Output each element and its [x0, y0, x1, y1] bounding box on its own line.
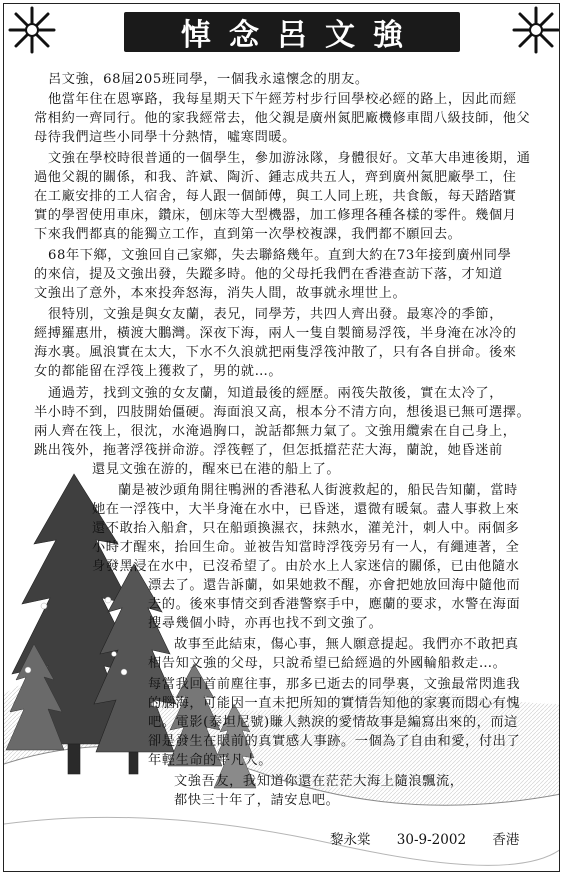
text-line: 文強吾友，我知道你還在茫茫大海上隨浪飄流，	[174, 774, 464, 789]
text-line: 母待我們這些小同學十分熱情，噓寒問暖。	[34, 130, 296, 145]
article-body	[4, 4, 560, 872]
signature-place: 香港	[492, 832, 520, 848]
text-line: 每當我回首前塵往事，那多已逝去的同學裏，文強最常閃進我	[148, 677, 521, 692]
text-line: 海水裏。風浪實在太大，下水不久浪就把兩隻浮筏沖散了，只有各自拼命。後來	[34, 345, 517, 360]
text-line: 文強出了意外，本來投奔怒海，消失人間，故事就永埋世上。	[34, 286, 407, 301]
text-line: 吧。電影(泰坦尼號)賺人熱淚的愛情故事是編寫出來的，而這	[148, 715, 518, 730]
text-line: 的腦海，可能因一直未把所知的實情告知他的家裏而悶心有愧	[148, 696, 521, 711]
text-line: 相告知文強的父母，只說希望已給經過的外國輪船救走…。	[148, 656, 507, 671]
text-line: 女的都能留在浮筏上獲救了，男的就…。	[34, 364, 283, 379]
text-line: 小時才醒來，抬回生命。並被告知當時浮筏旁另有一人，有繩連著，全	[92, 540, 520, 555]
text-line: 很特別，文強是與女友蘭，表兄，同學芳，共四人齊出發。最寒冷的季節，	[48, 307, 503, 322]
text-line: 她在一浮筏中，大半身淹在水中，已昏迷，還微有暖氣。盡人事救上來	[92, 502, 520, 517]
text-line: 文強在學校時很普通的一個學生，參加游泳隊，身體很好。文革大串連後期，通	[48, 151, 531, 166]
text-line: 經搏羅惠卅，橫渡大鵬灣。深夜下海，兩人一隻自製簡易浮筏，半身淹在冰冷的	[34, 326, 517, 341]
text-line: 他當年住在恩寧路，我每星期天下午經芳村步行回學校必經的路上，因此而經	[48, 92, 517, 107]
text-line: 的來信，提及文強出發，失蹤多時。他的父母托我們在香港查訪下落，才知道	[34, 267, 503, 282]
text-line: 搜尋幾個小時，亦再也找不到文強了。	[148, 616, 383, 631]
text-line: 故事至此結束，傷心事，無人願意提起。我們亦不敢把真	[174, 637, 519, 652]
text-line: 還不敢抬入船倉，只在船頭換濕衣，抹熱水，灌羌汁，刺人中。兩個多	[92, 521, 520, 536]
page-title: 悼念呂文強	[181, 18, 421, 53]
text-line: 都快三十年了，請安息吧。	[174, 793, 340, 808]
text-line: 漂去了。還告訴蘭，如果她救不醒，亦會把她放回海中隨他而	[148, 578, 521, 593]
text-line: 身發黑浸在水中，已沒希望了。由於水上人家迷信的關係，已由他隨水	[92, 559, 520, 574]
author-name: 黎永棠	[330, 832, 371, 848]
text-line: 下來我們都真的能獨立工作，直到第一次學校複課，我們都不願回去。	[34, 227, 462, 242]
signature-line	[330, 828, 541, 848]
text-line: 蘭是被沙頭角開往鴨洲的香港私人街渡救起的，船民告知蘭，當時	[118, 483, 518, 498]
text-line: 跳出筏外，拖著浮筏拼命游。浮筏輕了，但怎抵擋茫茫大海，蘭說，她昏迷前	[34, 443, 503, 458]
text-line: 通過芳，找到文強的女友蘭，知道最後的經歷。兩筏失散後，實在太冷了，	[48, 386, 503, 401]
text-line: 在工廠安排的工人宿舍，每人跟一個師傅，與工人同上班，共食飯，每天踏踏實	[34, 189, 517, 204]
text-line: 年輕生命的平凡人。	[148, 753, 273, 768]
text-line: 68年下鄉，文強回自己家鄉，失去聯絡幾年。直到大約在73年接到廣州同學	[48, 248, 512, 263]
text-line: 卻是發生在眼前的真實感人事跡。一個為了自由和愛，付出了	[148, 734, 521, 749]
signature-date: 30-9-2002	[396, 832, 467, 848]
text-line: 兩人齊在筏上，很沈，水淹過胸口，說話都無力氣了。文強用纜索在自己身上，	[34, 424, 517, 439]
text-line: 過他父親的關係，和我、許斌、陶沂、鍾志成共五人，齊到廣州氮肥廠學工，住	[34, 170, 517, 185]
memorial-page	[3, 3, 560, 872]
text-line: 實的學習使用車床，鑽床，刨床等大型機器，加工修理各種各樣的零件。幾個月	[34, 208, 517, 223]
text-line: 常相約一齊同行。他的家我經常去，他父親是廣州氮肥廠機修車間八級技師，他父	[34, 111, 531, 126]
text-line: 呂文強，68屆205班同學，一個我永遠懷念的朋友。	[48, 72, 369, 87]
text-line: 半小時不到，四肢開始僵硬。海面浪又高，根本分不清方向，想後退已無可選擇。	[34, 405, 531, 420]
text-line: 還見文強在游的，醒來已在港的船上了。	[92, 462, 341, 477]
text-line: 去的。後來事情交到香港警察手中，應蘭的要求，水警在海面	[148, 597, 521, 612]
